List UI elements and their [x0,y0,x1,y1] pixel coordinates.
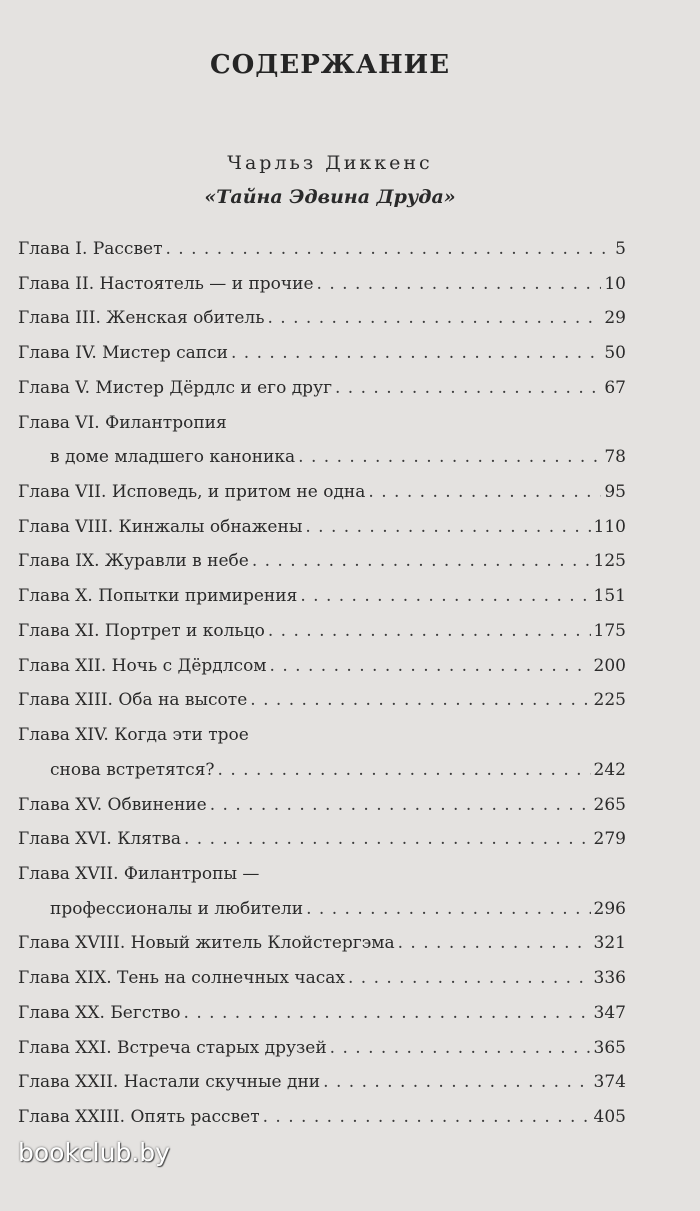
toc-dot-leader [348,961,591,996]
toc-entry [18,857,626,892]
toc-entry-label: в доме младшего каноника [50,447,296,468]
toc-entry [18,996,626,1031]
toc-page-number: 200 [593,655,626,676]
watermark-text: bookclub.by [18,1138,170,1167]
toc-entry-label: Глава III. Женская обитель [18,308,265,329]
toc-page-number: 336 [593,968,626,989]
toc-dot-leader [298,440,601,475]
toc-page-number: 242 [593,759,626,780]
toc-page-number: 110 [593,516,626,537]
toc-entry-label: Глава IV. Мистер сапси [18,343,228,364]
toc-entry [18,336,626,371]
toc-entry-label: Глава V. Мистер Дёрдлс и его друг [18,377,332,398]
toc-entry-continuation [18,440,626,475]
toc-entry-label: Глава XVIII. Новый житель Клойстергэма [18,933,395,954]
toc-entry-label: Глава XV. Обвинение [18,794,207,815]
author-name: Чарльз Диккенс [227,152,433,174]
toc-entry-label: Глава IX. Журавли в небе [18,551,249,572]
toc-entry-label: Глава XVI. Клятва [18,829,181,850]
toc-page-number: 347 [593,1002,626,1023]
toc-entry-label: Глава XIV. Когда эти трое [18,725,249,746]
toc-entry-label: Глава XII. Ночь с Дёрдлсом [18,655,267,676]
toc-entry [18,510,626,545]
toc-dot-leader [323,1065,590,1100]
toc-page-number: 5 [615,239,626,259]
toc-entry-label: Глава X. Попытки примирения [18,586,298,607]
toc-page-number: 125 [593,551,626,572]
toc-page-number: 78 [604,447,626,468]
toc-entry-label: Глава XIII. Оба на высоте [18,690,248,711]
toc-page-number: 175 [593,620,626,641]
toc-page-number: 365 [593,1037,626,1058]
toc-entry-label: Глава I. Рассвет [18,239,163,259]
toc-entry [18,649,626,684]
toc-entry-continuation [18,753,626,788]
toc-entry [18,926,626,961]
toc-entry [18,475,626,510]
toc-dot-leader [210,788,591,823]
toc-dot-leader [268,614,591,649]
toc-entry [18,232,626,267]
toc-page-number: 279 [593,829,626,850]
toc-page-number: 296 [593,898,626,919]
toc-page-number: 225 [593,690,626,711]
toc-dot-leader [218,753,591,788]
toc-dot-leader [330,1031,591,1066]
toc-entry-label: Глава II. Настоятель — и прочие [18,273,314,294]
toc-dot-leader [250,683,590,718]
toc-page-number: 29 [604,308,626,329]
toc-entry [18,406,626,441]
toc-entry [18,301,626,336]
toc-entry [18,1065,626,1100]
toc-entry [18,614,626,649]
toc-entry [18,822,626,857]
toc-entry-label: Глава XXI. Встреча старых друзей [18,1037,327,1058]
toc-dot-leader [184,822,591,857]
toc-entry-label: Глава XX. Бегство [18,1002,181,1023]
toc-dot-leader [305,510,590,545]
toc-entry-label: Глава XI. Портрет и кольцо [18,620,265,641]
toc-page-number: 10 [604,273,626,294]
toc-entry-continuation [18,892,626,927]
toc-dot-leader [252,544,591,579]
toc-dot-leader [300,579,590,614]
toc-entry [18,788,626,823]
toc-entry-label: профессионалы и любители [50,898,304,919]
toc-entry [18,371,626,406]
toc-dot-leader [306,892,590,927]
toc-entry [18,579,626,614]
toc-entry-label: Глава XXII. Настали скучные дни [18,1072,321,1093]
toc-page-number: 405 [593,1106,626,1127]
toc-entry-label: Глава XIX. Тень на солнечных часах [18,968,345,989]
toc-entry-label: Глава XXIII. Опять рассвет [18,1106,260,1127]
toc-dot-leader [231,336,601,371]
toc-entry-label: Глава XVII. Филантропы — [18,863,260,884]
toc-dot-leader [368,475,601,510]
toc-page-number: 321 [593,933,626,954]
table-of-contents [18,232,626,1135]
toc-page-number: 374 [593,1072,626,1093]
page-title: СОДЕРЖАНИЕ [209,50,451,80]
toc-entry-label: Глава VIII. Кинжалы обнажены [18,516,303,537]
toc-entry [18,1031,626,1066]
toc-dot-leader [165,232,612,267]
toc-entry-label: Глава VII. Исповедь, и притом не одна [18,482,366,503]
toc-page-number: 95 [604,482,626,503]
toc-dot-leader [270,649,591,684]
toc-entry-label: Глава VI. Филантропия [18,412,227,433]
toc-dot-leader [263,1100,591,1135]
toc-page-number: 151 [593,586,626,607]
book-title: «Тайна Эдвина Друда» [204,186,456,208]
toc-dot-leader [317,267,602,302]
toc-entry [18,718,626,753]
toc-dot-leader [184,996,591,1031]
toc-entry [18,267,626,302]
toc-page-number: 67 [604,377,626,398]
toc-entry [18,961,626,996]
toc-entry [18,683,626,718]
toc-entry-label: снова встретятся? [50,759,215,780]
toc-dot-leader [267,301,601,336]
toc-entry [18,544,626,579]
toc-dot-leader [398,926,591,961]
toc-page-number: 265 [593,794,626,815]
toc-dot-leader [335,371,601,406]
toc-entry [18,1100,626,1135]
toc-page-number: 50 [604,343,626,364]
